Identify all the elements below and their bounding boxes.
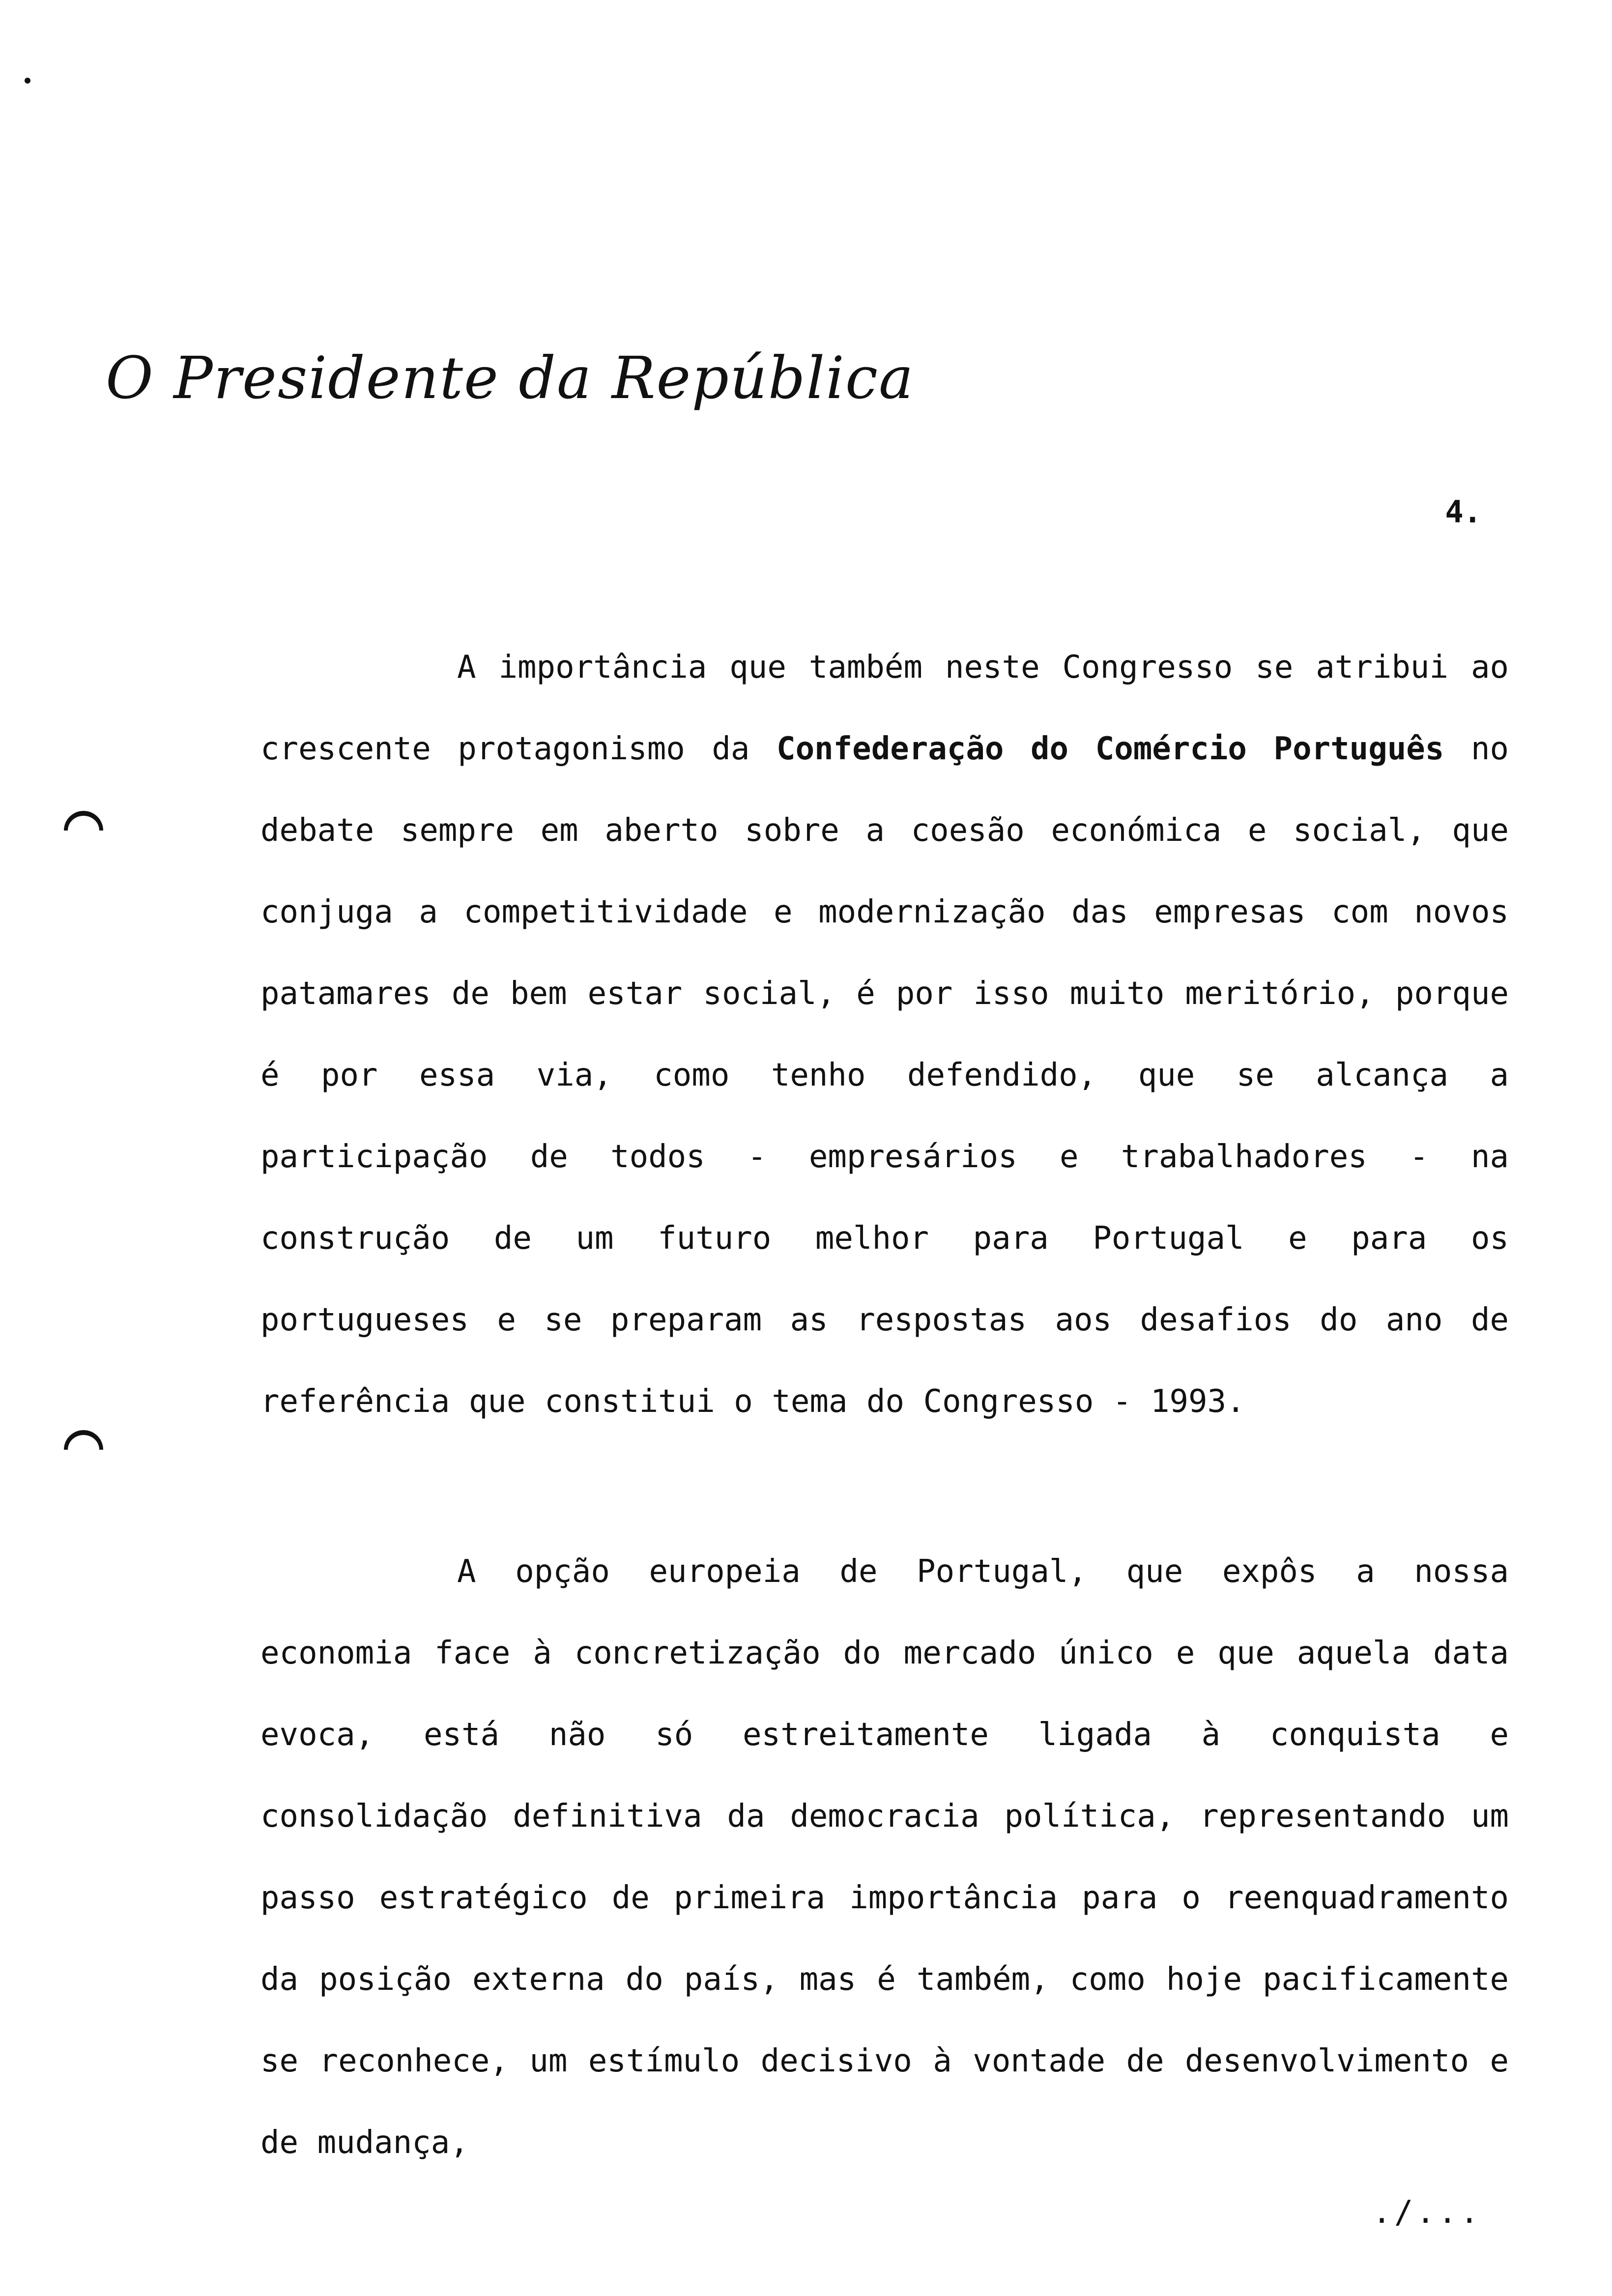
letterhead: O Presidente da República: [106, 344, 915, 412]
page-number: 4.: [1445, 494, 1482, 530]
punch-hole-mark: [64, 811, 103, 831]
paragraph-1-text-end: no debate sempre em aberto sobre a coesão económica e social, que conjuga a competitividade e modernização das empresas com novos patamares de bem estar social, é por isso muito meritório, porque é por essa via, como tenho defendido, que se alcança a participação de todos - empresários e trabalhadores - na construção de um futuro melhor para Portugal e para os portugueses e se preparam as respostas aos desafios do ano de referência que constitui o tema do Congresso - 1993.: [260, 731, 1509, 1420]
paragraph-2-text: A opção europeia de Portugal, que expôs a nossa economia face à concretização do mercado único e que aquela data evoca, está não só estreitamente ligada à conquista e consolidação definitiva da democracia política, representando um passo estratégico de primeira importância para o reenquadramento da posição externa do país, mas é também, como hoje pacificamente se reconhece, um estímulo decisivo à vontade de desenvolvimento e de mudança,: [260, 1553, 1509, 2161]
paragraph-1: [260, 627, 1509, 1442]
scan-speck: [25, 78, 30, 84]
punch-hole-mark: [64, 1430, 103, 1450]
paragraph-2: [260, 1531, 1509, 2183]
continuation-mark: ./...: [1372, 2194, 1482, 2231]
paragraph-1-text-start: A importância que também neste Congresso se atribui ao crescente protagonismo da: [260, 649, 1509, 767]
organization-name: Confederação do Comércio Português: [777, 731, 1444, 767]
